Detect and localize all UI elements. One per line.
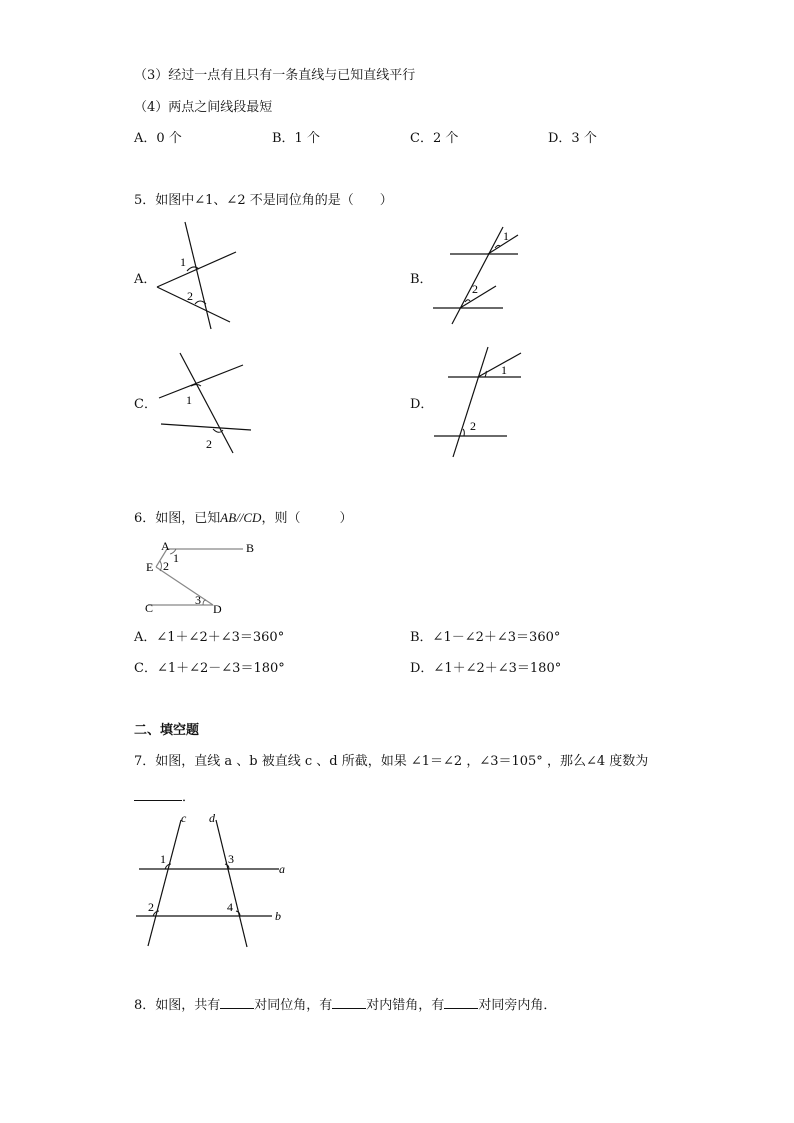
q5b-angle-1-label: 1 bbox=[503, 229, 509, 243]
q8-part-2: 对同位角，有 bbox=[254, 998, 333, 1013]
q5d-angle-2-label: 2 bbox=[470, 419, 476, 433]
q7-label-c: c bbox=[181, 811, 187, 825]
q4-option-c[interactable]: C．2 个 bbox=[410, 131, 459, 146]
q6-option-a[interactable]: A．∠1＋∠2＋∠3＝360° bbox=[134, 630, 285, 645]
q7-figure bbox=[135, 812, 295, 956]
q5-figure-b bbox=[430, 222, 530, 336]
q4-option-d[interactable]: D．3 个 bbox=[548, 131, 597, 146]
section-fill-in-title: 二、填空题 bbox=[134, 723, 200, 738]
q5d-angle-1-label: 1 bbox=[501, 363, 507, 377]
q6-figure bbox=[140, 540, 265, 619]
q7-answer-line bbox=[134, 786, 195, 806]
q6-stem bbox=[134, 510, 352, 527]
q5-option-a[interactable]: A． bbox=[134, 272, 157, 287]
q4-statement-3: （3）经过一点有且只有一条直线与已知直线平行 bbox=[134, 68, 416, 83]
q6-stem-math: AB//CD bbox=[220, 510, 262, 525]
q6-label-a: A bbox=[161, 539, 170, 553]
q6-stem-suffix: ，则（ ） bbox=[261, 511, 353, 526]
q7-angle-1-label: 1 bbox=[160, 852, 166, 866]
q7-answer-blank[interactable] bbox=[134, 786, 182, 801]
q5-figure-d bbox=[430, 345, 530, 464]
q6-angle-2-label: 2 bbox=[163, 559, 169, 573]
q6-angle-3-label: 3 bbox=[195, 593, 201, 607]
q6-label-c: C bbox=[145, 601, 154, 615]
q7-stem: 7．如图，直线 a 、b 被直线 c 、d 所截，如果 ∠1＝∠2 ，∠3＝105° ，那么∠4 度数为 bbox=[134, 754, 649, 769]
q8-part-4: 对同旁内角． bbox=[478, 998, 557, 1013]
q5-option-b[interactable]: B． bbox=[410, 272, 433, 287]
q6-option-b[interactable]: B．∠1－∠2＋∠3＝360° bbox=[410, 630, 561, 645]
q6-label-d: D bbox=[213, 602, 222, 616]
q5-stem: 5．如图中∠1、∠2 不是同位角的是（ ） bbox=[134, 193, 393, 208]
q4-statement-4: （4）两点之间线段最短 bbox=[134, 100, 273, 115]
q5c-angle-1-label: 1 bbox=[186, 393, 192, 407]
q7-label-b: b bbox=[275, 909, 281, 923]
q5b-angle-2-label: 2 bbox=[472, 282, 478, 296]
q8-stem bbox=[134, 994, 556, 1014]
q5-option-c[interactable]: C． bbox=[134, 397, 157, 412]
q7-answer-tail: ． bbox=[182, 790, 196, 805]
q5-figure-c bbox=[155, 350, 255, 464]
q6-label-b: B bbox=[246, 541, 255, 555]
q7-label-a: a bbox=[279, 862, 285, 876]
q6-label-e: E bbox=[146, 560, 154, 574]
q7-label-d: d bbox=[209, 811, 215, 825]
q8-blank-corresponding[interactable] bbox=[220, 994, 254, 1009]
q5-option-d[interactable]: D． bbox=[410, 397, 434, 412]
q8-part-3: 对内错角，有 bbox=[366, 998, 445, 1013]
q6-angle-1-label: 1 bbox=[173, 551, 179, 565]
q6-option-d[interactable]: D．∠1＋∠2＋∠3＝180° bbox=[410, 661, 562, 676]
q5c-angle-2-label: 2 bbox=[206, 437, 212, 451]
q4-option-a[interactable]: A．0 个 bbox=[134, 131, 182, 146]
q8-part-1: 8．如图，共有 bbox=[134, 998, 221, 1013]
q4-option-b[interactable]: B．1 个 bbox=[272, 131, 320, 146]
q8-blank-alternate[interactable] bbox=[332, 994, 366, 1009]
q7-angle-3-label: 3 bbox=[228, 852, 234, 866]
q5-figure-a bbox=[150, 222, 250, 336]
q5a-angle-1-label: 1 bbox=[180, 255, 186, 269]
q6-stem-prefix: 6．如图，已知 bbox=[134, 511, 221, 526]
q8-blank-co-interior[interactable] bbox=[444, 994, 478, 1009]
q7-angle-4-label: 4 bbox=[227, 900, 233, 914]
q7-angle-2-label: 2 bbox=[148, 900, 154, 914]
q6-option-c[interactable]: C．∠1＋∠2－∠3＝180° bbox=[134, 661, 285, 676]
q5a-angle-2-label: 2 bbox=[187, 289, 193, 303]
